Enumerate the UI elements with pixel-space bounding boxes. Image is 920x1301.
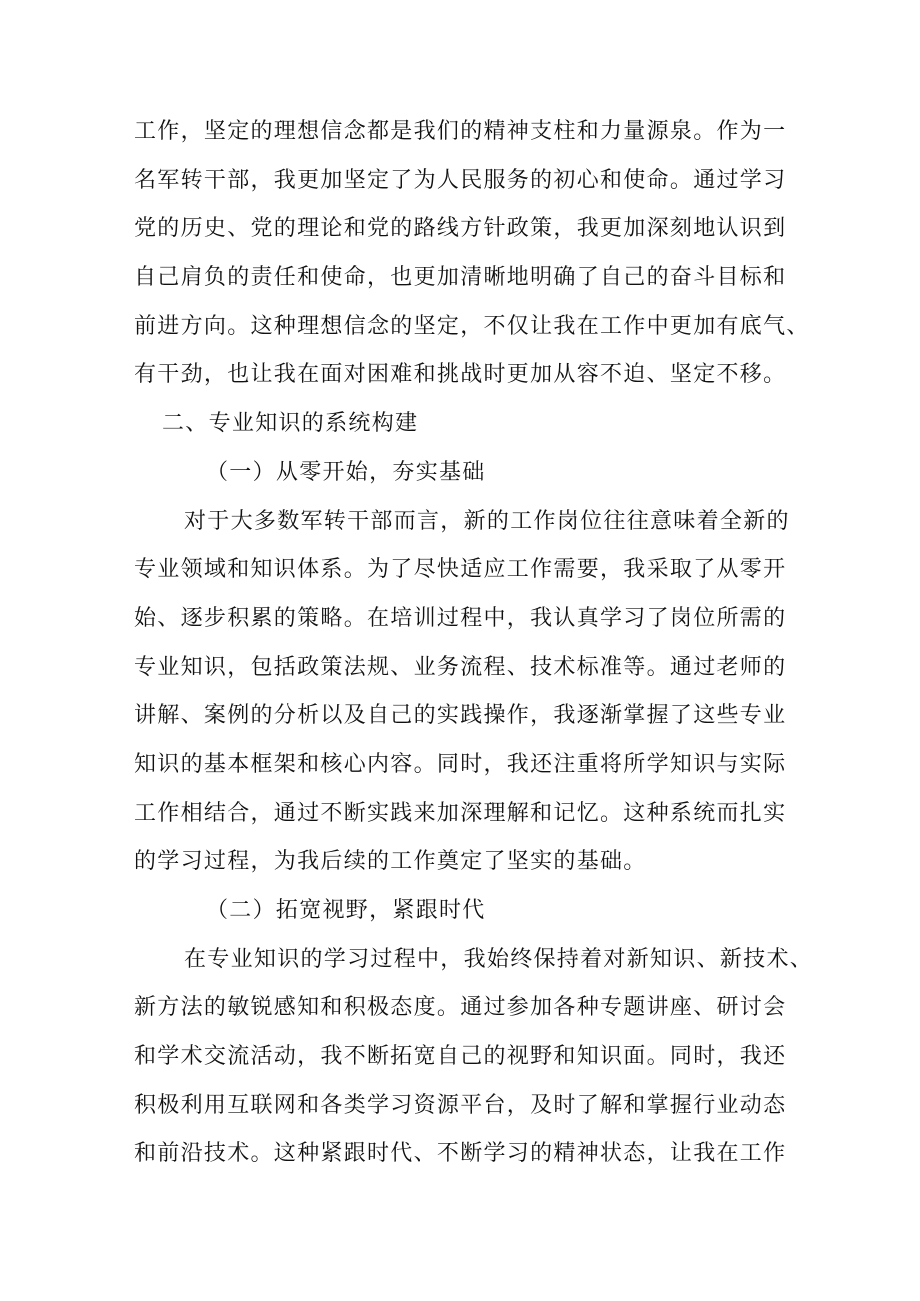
section-heading: 二、专业知识的系统构建	[162, 411, 419, 437]
body-text-line: 知识的基本框架和核心内容。同时，我还注重将所学知识与实际	[134, 751, 787, 777]
subsection-heading: （二）拓宽视野，紧跟时代	[206, 898, 486, 923]
body-text-line: 的学习过程，为我后续的工作奠定了坚实的基础。	[134, 849, 647, 875]
body-text-line: 工作，坚定的理想信念都是我们的精神支柱和力量源泉。作为一	[134, 119, 787, 144]
body-text-line: 专业知识，包括政策法规、业务流程、技术标准等。通过老师的	[134, 654, 787, 680]
body-text-line: 积极利用互联网和各类学习资源平台，及时了解和掌握行业动态	[134, 1092, 787, 1118]
paragraph-first-line: 在专业知识的学习过程中，我始终保持着对新知识、新技术、	[184, 946, 814, 972]
document-body	[134, 108, 814, 1179]
body-text-line: 专业领域和知识体系。为了尽快适应工作需要，我采取了从零开	[134, 557, 787, 583]
body-text-line: 和学术交流活动，我不断拓宽自己的视野和知识面。同时，我还	[134, 1044, 787, 1070]
body-text-line: 新方法的敏锐感知和积极态度。通过参加各种专题讲座、研讨会	[134, 995, 787, 1021]
body-text-line: 和前沿技术。这种紧跟时代、不断学习的精神状态，让我在工作	[134, 1141, 787, 1167]
body-text-line: 工作相结合，通过不断实践来加深理解和记忆。这种系统而扎实	[134, 800, 787, 826]
body-text-line: 始、逐步积累的策略。在培训过程中，我认真学习了岗位所需的	[134, 605, 787, 631]
body-text-line: 名军转干部，我更加坚定了为人民服务的初心和使命。通过学习	[134, 167, 787, 193]
body-text-line: 自己肩负的责任和使命，也更加清晰地明确了自己的奋斗目标和	[134, 265, 787, 291]
body-text-line: 党的历史、党的理论和党的路线方针政策，我更加深刻地认识到	[134, 216, 787, 242]
paragraph-first-line: 对于大多数军转干部而言，新的工作岗位往往意味着全新的	[184, 508, 790, 534]
body-text-line: 前进方向。这种理想信念的坚定，不仅让我在工作中更加有底气、	[134, 313, 810, 339]
body-text-line: 讲解、案例的分析以及自己的实践操作，我逐渐掌握了这些专业	[134, 703, 787, 729]
subsection-heading: （一）从零开始，夯实基础	[206, 459, 486, 485]
body-text-line: 有干劲，也让我在面对困难和挑战时更加从容不迫、坚定不移。	[134, 362, 787, 388]
